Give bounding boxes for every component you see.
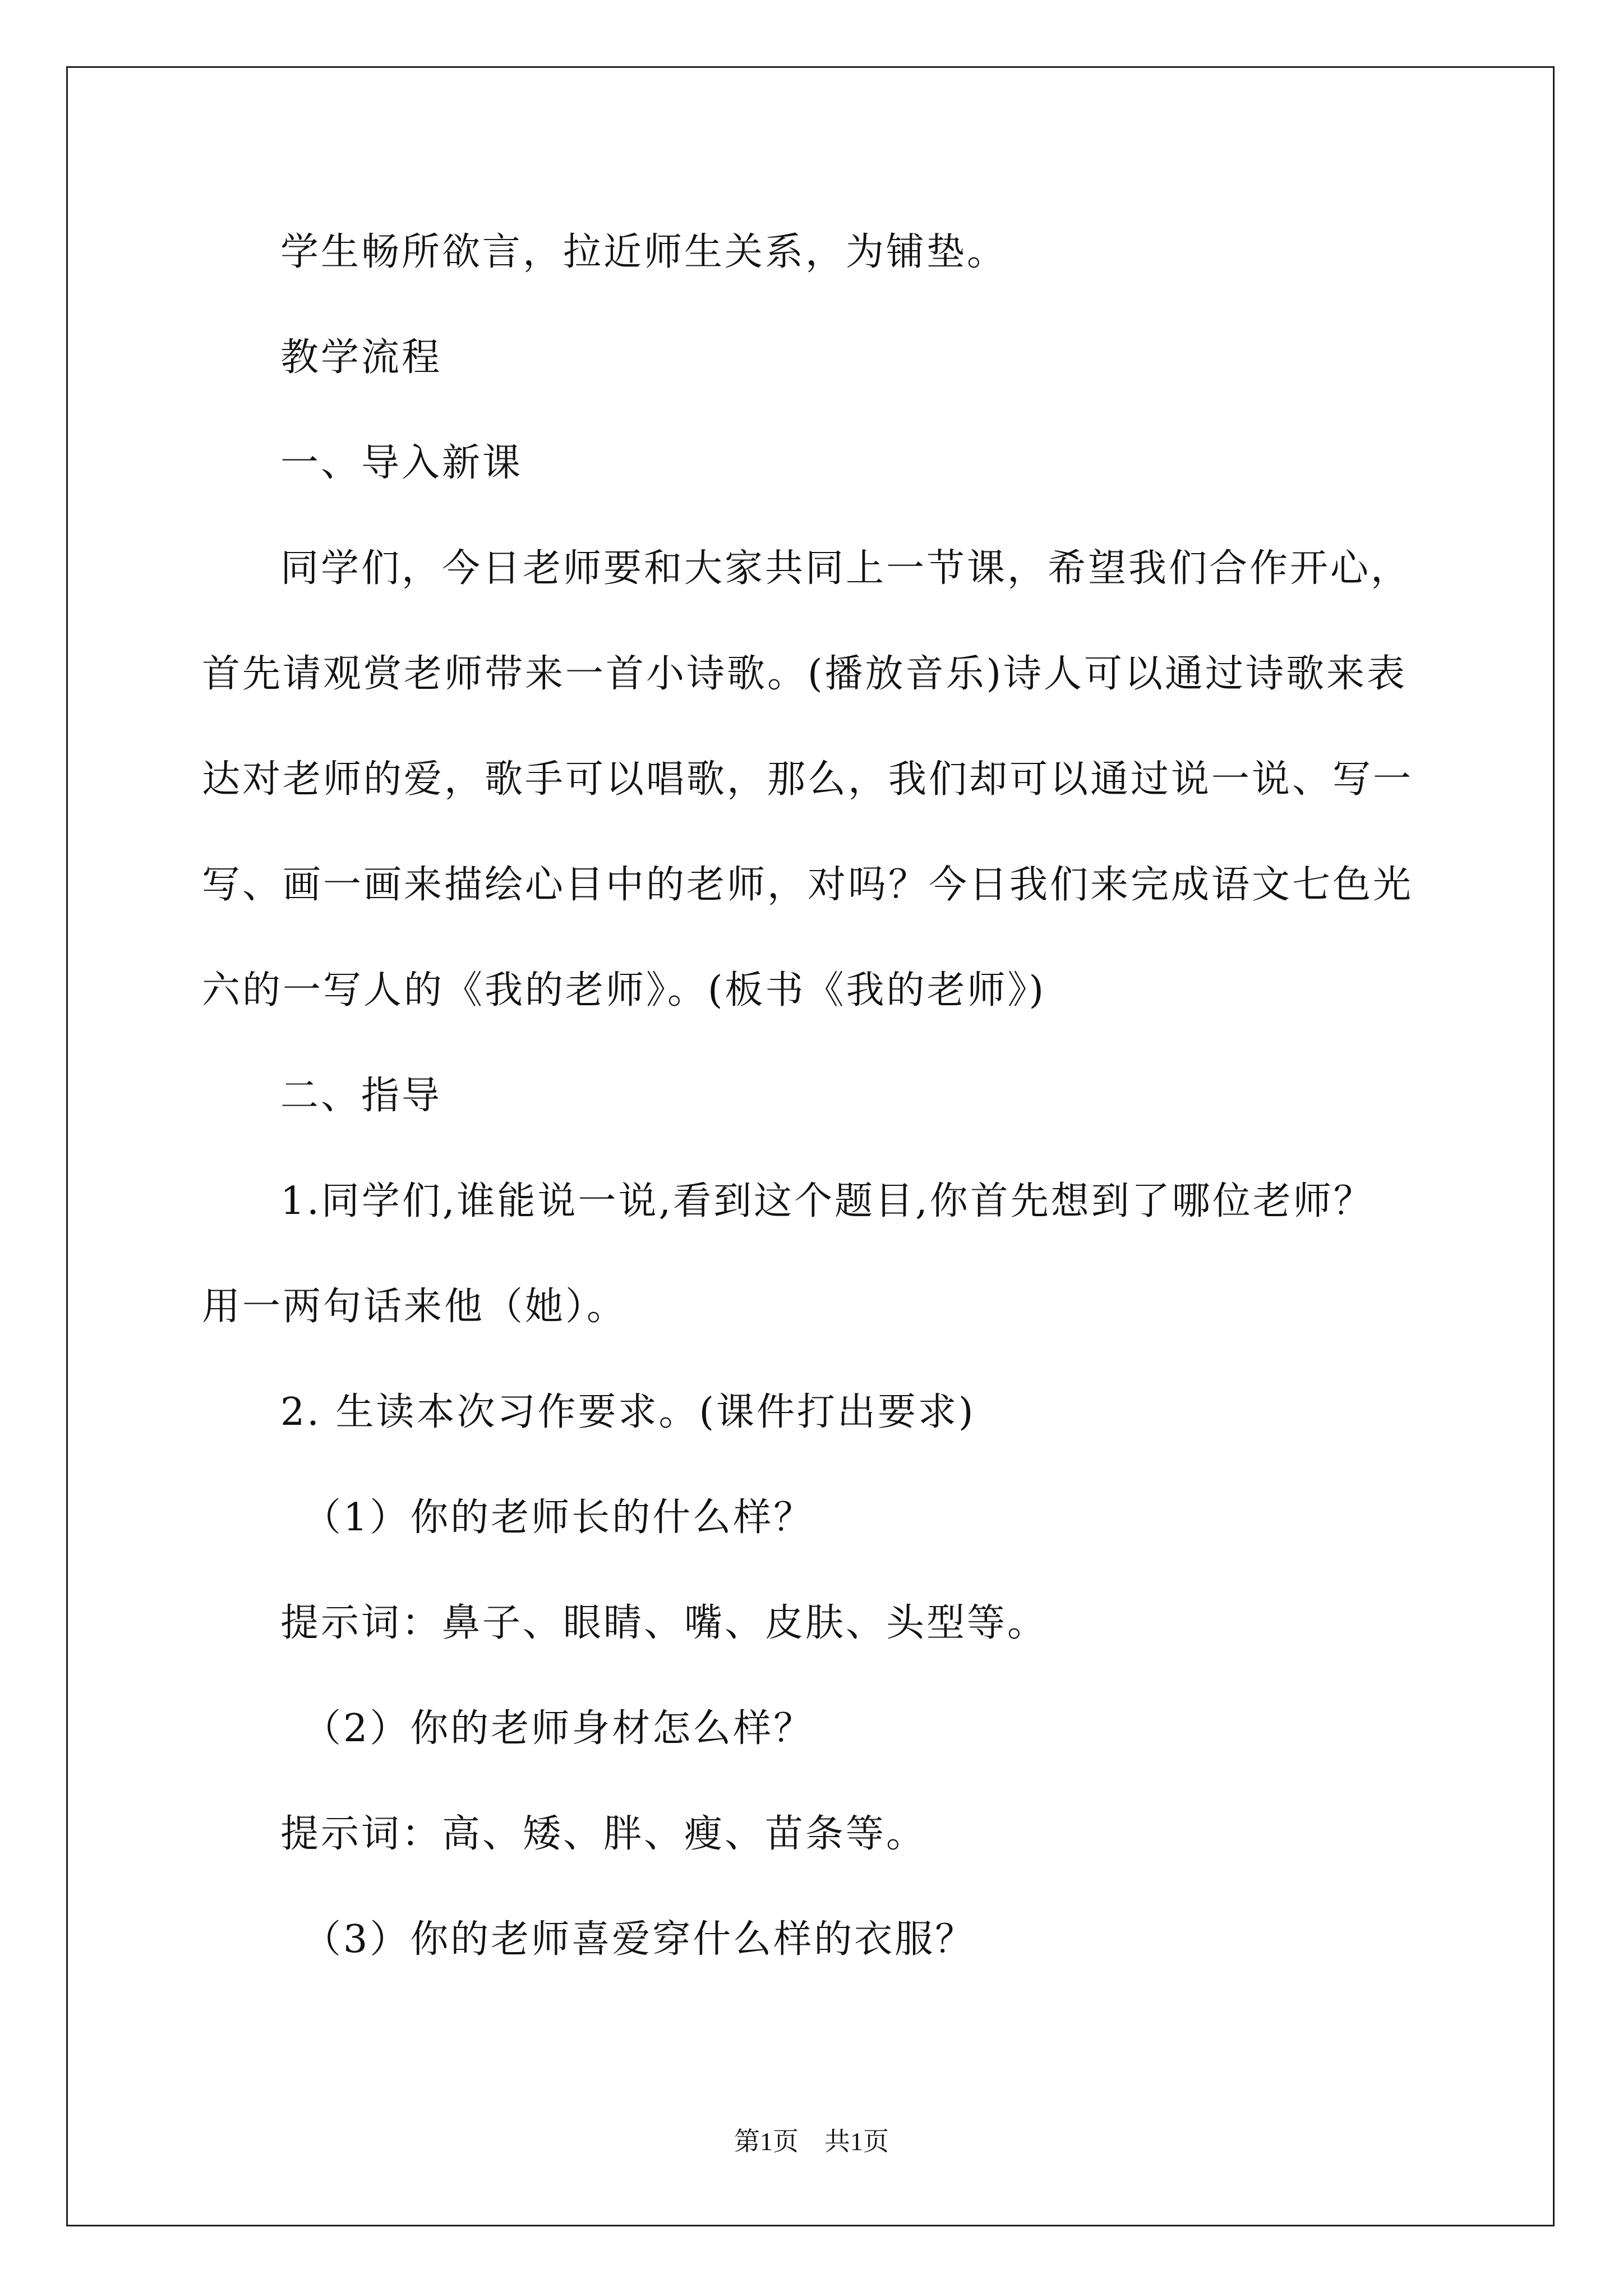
list-item: （2）你的老师身材怎么样？	[303, 1706, 814, 1751]
paragraph-line: 六的一写人的《我的老师》。(板书《我的老师》)	[202, 968, 1046, 1013]
page-border	[66, 66, 1555, 2226]
paragraph-line: 提示词：鼻子、眼睛、嘴、皮肤、头型等。	[280, 1601, 1048, 1645]
paragraph-line: 写、画一画来描绘心目中的老师，对吗？今日我们来完成语文七色光	[202, 863, 1414, 907]
list-item: （1）你的老师长的什么样？	[303, 1496, 814, 1540]
list-item: （3）你的老师喜爱穿什么样的衣服？	[303, 1917, 976, 1962]
paragraph-line: 学生畅所欲言，拉近师生关系，为铺垫。	[280, 230, 1008, 274]
paragraph-line: 2. 生读本次习作要求。(课件打出要求)	[280, 1390, 976, 1434]
paragraph-line: 首先请观赏老师带来一首小诗歌。(播放音乐)诗人可以通过诗歌来表	[202, 652, 1408, 696]
section-heading: 二、指导	[280, 1074, 442, 1118]
section-heading: 教学流程	[280, 335, 442, 380]
paragraph-line: 同学们，今日老师要和大家共同上一节课，希望我们合作开心，	[280, 546, 1412, 591]
paragraph-line: 提示词：高、矮、胖、瘦、苗条等。	[280, 1812, 927, 1856]
page-number: 第1页 共1页	[734, 2127, 889, 2156]
paragraph-line: 用一两句话来他（她）。	[202, 1285, 628, 1329]
paragraph-line: 达对老师的爱，歌手可以唱歌，那么，我们却可以通过说一说、写一	[202, 757, 1414, 802]
paragraph-line: 1.同学们,谁能说一说,看到这个题目,你首先想到了哪位老师？	[280, 1179, 1374, 1223]
section-heading: 一、导入新课	[280, 441, 523, 485]
